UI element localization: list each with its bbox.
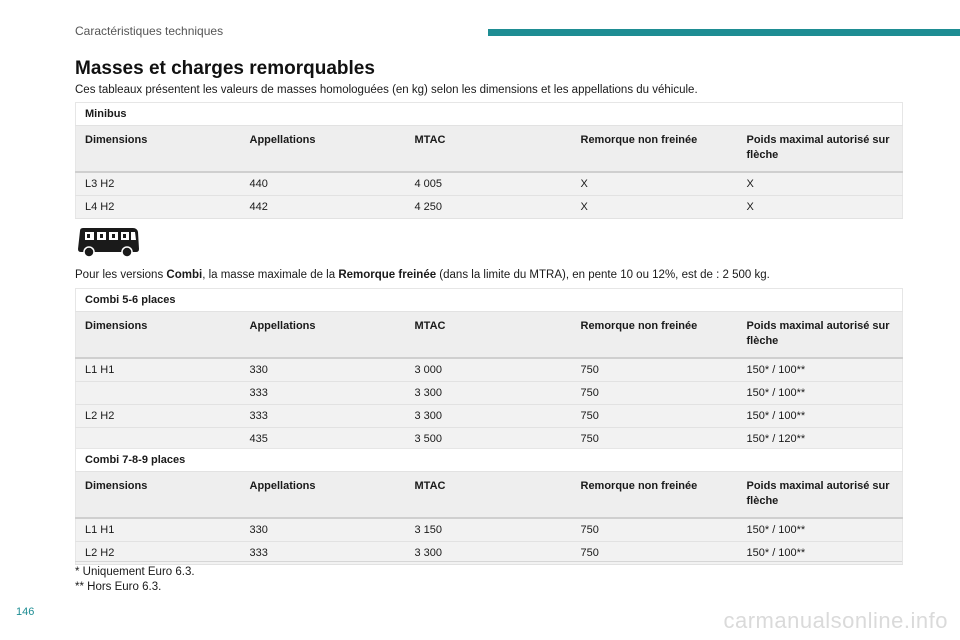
- table-cell: X: [572, 196, 738, 219]
- column-header: Poids maximal autorisé sur flèche: [738, 312, 903, 359]
- column-header: MTAC: [406, 126, 572, 173]
- column-header: Dimensions: [76, 126, 241, 173]
- watermark: carmanualsonline.info: [723, 608, 948, 633]
- footnote: * Uniquement Euro 6.3.: [75, 566, 195, 578]
- table-cell: 3 300: [406, 542, 572, 565]
- table-cell: 330: [241, 518, 406, 542]
- table-row: [76, 382, 903, 405]
- footnote-divider: [75, 561, 902, 562]
- table-cell: X: [572, 172, 738, 196]
- column-header: MTAC: [406, 312, 572, 359]
- table-cell: 3 500: [406, 428, 572, 451]
- table-cell: 435: [241, 428, 406, 451]
- table-combi-5-6: [75, 288, 903, 451]
- table-cell: 750: [572, 542, 738, 565]
- table-cell: L1 H1: [76, 358, 241, 382]
- table-cell: L3 H2: [76, 172, 241, 196]
- table-cell: 333: [241, 382, 406, 405]
- table-cell: 4 005: [406, 172, 572, 196]
- column-header: Appellations: [241, 126, 406, 173]
- column-header: Dimensions: [76, 312, 241, 359]
- column-header: Remorque non freinée: [572, 126, 738, 173]
- table-cell: 750: [572, 358, 738, 382]
- table-cell: 750: [572, 518, 738, 542]
- table-cell: 750: [572, 405, 738, 428]
- table-cell: 750: [572, 382, 738, 405]
- table-cell: 3 300: [406, 405, 572, 428]
- table-cell: 442: [241, 196, 406, 219]
- table-cell: 3 300: [406, 382, 572, 405]
- table-cell: [76, 382, 241, 405]
- column-header: Remorque non freinée: [572, 472, 738, 519]
- table-cell: 3 000: [406, 358, 572, 382]
- page-title: Masses et charges remorquables: [75, 58, 375, 79]
- table-combi-7-8-9: [75, 448, 903, 565]
- table-cell: L2 H2: [76, 405, 241, 428]
- header-accent-bar: [488, 29, 960, 36]
- table-cell: 4 250: [406, 196, 572, 219]
- table-minibus: [75, 102, 903, 219]
- column-header: Appellations: [241, 312, 406, 359]
- footnotes: [75, 565, 195, 595]
- table-header-row: [76, 312, 903, 359]
- table-row: [76, 172, 903, 196]
- table-cell: L2 H2: [76, 542, 241, 565]
- table-caption: Combi 7-8-9 places: [76, 449, 903, 472]
- minibus-van-icon: [75, 225, 141, 264]
- table-cell: 150* / 100**: [738, 542, 903, 565]
- combi-note: Pour les versions Combi, la masse maximale de la Remorque freinée (dans la limite du MTRA), en pente 10 ou 12%, est de : 2 500 kg.: [75, 269, 770, 281]
- table-header-row: [76, 126, 903, 173]
- table-cell: 150* / 100**: [738, 382, 903, 405]
- table-cell: 150* / 100**: [738, 518, 903, 542]
- running-header: Caractéristiques techniques: [75, 24, 224, 38]
- table-row: [76, 405, 903, 428]
- table-caption: Combi 5-6 places: [76, 289, 903, 312]
- table-cell: 3 150: [406, 518, 572, 542]
- table-row: [76, 518, 903, 542]
- page-number: 146: [16, 606, 35, 618]
- footnote: ** Hors Euro 6.3.: [75, 581, 162, 593]
- table-row: [76, 196, 903, 219]
- table-cell: L4 H2: [76, 196, 241, 219]
- table-cell: X: [738, 196, 903, 219]
- column-header: Appellations: [241, 472, 406, 519]
- table-cell: 150* / 120**: [738, 428, 903, 451]
- column-header: MTAC: [406, 472, 572, 519]
- column-header: Remorque non freinée: [572, 312, 738, 359]
- table-header-row: [76, 472, 903, 519]
- column-header: Dimensions: [76, 472, 241, 519]
- table-cell: 333: [241, 405, 406, 428]
- table-cell: 750: [572, 428, 738, 451]
- table-caption: Minibus: [76, 103, 903, 126]
- table-cell: 150* / 100**: [738, 405, 903, 428]
- table-cell: L1 H1: [76, 518, 241, 542]
- table-cell: X: [738, 172, 903, 196]
- table-cell: 150* / 100**: [738, 358, 903, 382]
- intro-paragraph: Ces tableaux présentent les valeurs de masses homologuées (en kg) selon les dimensions et les appellations du véhicule.: [75, 84, 698, 96]
- column-header: Poids maximal autorisé sur flèche: [738, 126, 903, 173]
- column-header: Poids maximal autorisé sur flèche: [738, 472, 903, 519]
- table-cell: 330: [241, 358, 406, 382]
- table-cell: 440: [241, 172, 406, 196]
- table-row: [76, 358, 903, 382]
- table-cell: 333: [241, 542, 406, 565]
